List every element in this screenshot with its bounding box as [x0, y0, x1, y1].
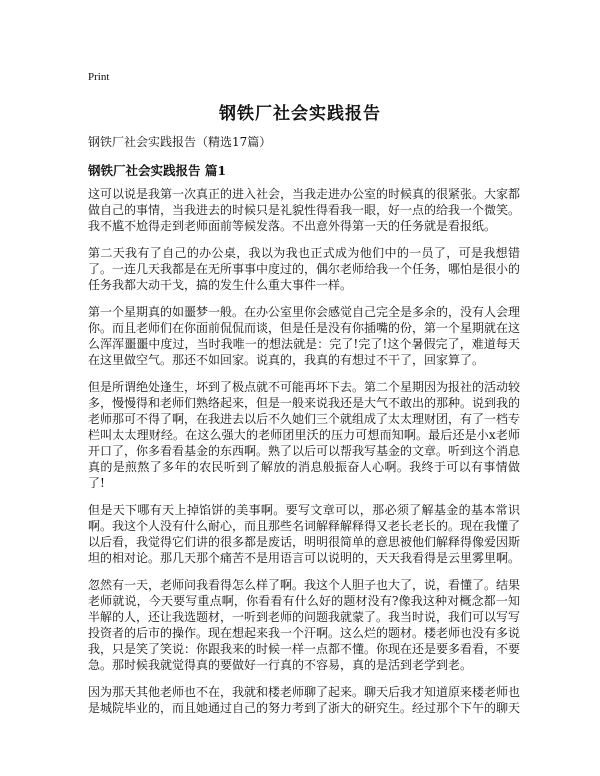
print-link[interactable]: Print [88, 71, 110, 83]
paragraph-7: 因为那天其他老师也不在，我就和楼老师聊了起来。聊天后我才知道原来楼老师也是城院毕业的，而且她通过自己的努力考到了浙大的研究生。经过那个下午的聊天 [88, 685, 521, 715]
document-subtitle: 钢铁厂社会实践报告（精选17篇） [88, 135, 272, 149]
body-text [88, 186, 520, 727]
paragraph-2: 第二天我有了自己的办公桌，我以为我也正式成为他们中的一员了，可是我想错了。一连几天我都是在无所事事中度过的，偶尔老师给我一个任务，哪怕是很小的任务我都大动干戈，搞的发生什么重大事件一样。 [88, 246, 521, 292]
paragraph-3: 第一个星期真的如噩梦一般。在办公室里你会感觉自己完全是多余的，没有人会理你。而且老师们在你面前侃侃而谈，但是任是没有你插嘴的份，第一个星期就在这么浑浑噩噩中度过，当时我唯一的想法就是：完了!完了!这个暑假完了，难道每天在这里做空气。那还不如回家。说真的，我真的有想过不干了，回家算了。 [88, 305, 521, 367]
paragraph-4: 但是所谓绝处逢生，坏到了极点就不可能再坏下去。第二个星期因为报社的活动较多，慢慢得和老师们熟络起来，但是一般来说我还是大气不敢出的那种。说到我的老师那可不得了啊，在我进去以后不久她们三个就组成了太太理财团，有了一档专栏叫太太理财经。在这么强大的老师团里沃的压力可想而知啊。最后还是小x老师开口了，你多看看基金的东西啊。熟了以后可以帮我写基金的文章。听到这个消息真的是煎熬了多年的农民听到了解放的消息般振奋人心啊。我终于可以有事情做了! [88, 380, 521, 490]
section-heading: 钢铁厂社会实践报告 篇1 [88, 163, 227, 178]
paragraph-6: 忽然有一天，老师问我看得怎么样了啊。我这个人胆子也大了，说，看懂了。结果老师就说，今天要写重点啊，你看看有什么好的题材没有?像我这种对概念都一知半解的人，还让我选题材，一听到老师的问题我就蒙了。我当时说，我们可以写写投资者的后市的操作。现在想起来我一个汗啊。这么烂的题材。楼老师也没有多说我，只是笑了笑说：你跟我来的时候一样一点都不懂。你现在还是要多看看，不要急。那时候我就觉得真的要做好一行真的不容易，真的是活到老学到老。 [88, 578, 521, 672]
paragraph-1: 这可以说是我第一次真正的进入社会，当我走进办公室的时候真的很紧张。大家都做自己的事情，当我进去的时候只是礼貌性得看我一眼，好一点的给我一个微笑。我不尴不尬得走到老师面前等候发落。不出意外得第一天的任务就是看报纸。 [88, 187, 521, 233]
document-title: 钢铁厂社会实践报告 [219, 104, 381, 124]
paragraph-5: 但是天下哪有天上掉馅饼的美事啊。要写文章可以，那必须了解基金的基本常识啊。我这个人没有什么耐心，而且那些名词解释解释得又老长老长的。现在我懂了以后看，我觉得它们讲的很多都是废话，明明很简单的意思被他们解释得像爱因斯坦的相对论。那几天那个痛苦不是用语言可以说明的，天天我看得是云里雾里啊。 [88, 503, 521, 565]
